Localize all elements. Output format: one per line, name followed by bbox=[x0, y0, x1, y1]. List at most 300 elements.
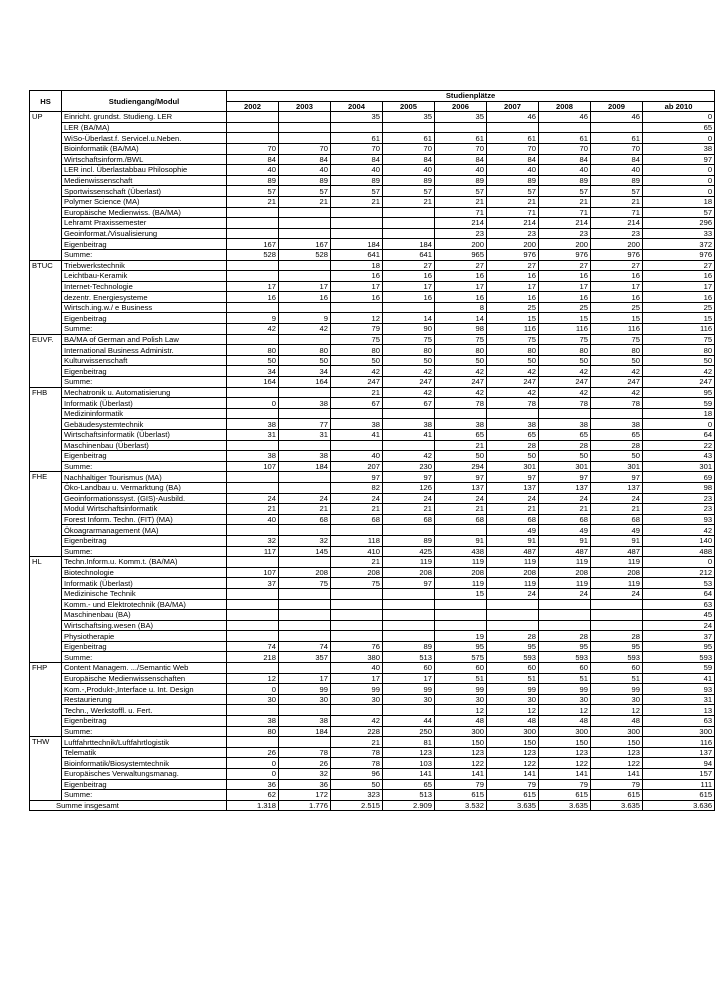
value-cell: 16 bbox=[435, 292, 487, 303]
value-cell: 28 bbox=[487, 631, 539, 642]
value-cell bbox=[279, 631, 331, 642]
value-cell bbox=[227, 610, 279, 621]
value-cell: 81 bbox=[383, 737, 435, 748]
value-cell: 75 bbox=[331, 578, 383, 589]
value-cell bbox=[279, 620, 331, 631]
table-row bbox=[30, 705, 715, 716]
table-row bbox=[30, 122, 715, 133]
value-cell: 65 bbox=[539, 430, 591, 441]
modul-label: Content Managem. .../Semantic Web bbox=[62, 663, 227, 674]
value-cell bbox=[279, 112, 331, 123]
value-cell bbox=[591, 620, 643, 631]
value-cell: 323 bbox=[331, 790, 383, 801]
value-cell bbox=[591, 599, 643, 610]
header-year: 2005 bbox=[383, 101, 435, 112]
value-cell: 122 bbox=[487, 758, 539, 769]
value-cell: 37 bbox=[227, 578, 279, 589]
table-row bbox=[30, 578, 715, 589]
value-cell: 40 bbox=[331, 663, 383, 674]
value-cell: 69 bbox=[643, 472, 715, 483]
value-cell: 0 bbox=[643, 175, 715, 186]
value-cell: 62 bbox=[227, 790, 279, 801]
value-cell: 79 bbox=[435, 779, 487, 790]
value-cell: 71 bbox=[487, 207, 539, 218]
value-cell: 27 bbox=[643, 260, 715, 271]
value-cell: 46 bbox=[591, 112, 643, 123]
value-cell: 50 bbox=[227, 355, 279, 366]
hs-cell bbox=[30, 546, 62, 557]
value-cell: 68 bbox=[539, 514, 591, 525]
value-cell: 23 bbox=[539, 228, 591, 239]
table-row bbox=[30, 430, 715, 441]
value-cell: 118 bbox=[331, 535, 383, 546]
hs-cell bbox=[30, 726, 62, 737]
value-cell: 9 bbox=[227, 313, 279, 324]
value-cell: 17 bbox=[279, 281, 331, 292]
hs-cell bbox=[30, 535, 62, 546]
hs-cell bbox=[30, 461, 62, 472]
value-cell: 61 bbox=[539, 133, 591, 144]
value-cell: 300 bbox=[591, 726, 643, 737]
value-cell: 615 bbox=[539, 790, 591, 801]
table-row bbox=[30, 716, 715, 727]
value-cell: 17 bbox=[383, 673, 435, 684]
value-cell bbox=[331, 588, 383, 599]
value-cell: 21 bbox=[435, 440, 487, 451]
value-cell: 26 bbox=[227, 747, 279, 758]
hs-cell bbox=[30, 493, 62, 504]
modul-label: Wirtschaftsinformatik (Überlast) bbox=[62, 430, 227, 441]
value-cell: 21 bbox=[591, 504, 643, 515]
table-row bbox=[30, 440, 715, 451]
value-cell bbox=[383, 207, 435, 218]
value-cell: 16 bbox=[383, 271, 435, 282]
value-cell bbox=[227, 334, 279, 345]
value-cell: 200 bbox=[539, 239, 591, 250]
table-row bbox=[30, 567, 715, 578]
value-cell: 116 bbox=[591, 324, 643, 335]
value-cell: 157 bbox=[643, 769, 715, 780]
value-cell: 78 bbox=[279, 747, 331, 758]
value-cell: 116 bbox=[643, 737, 715, 748]
table-row bbox=[30, 419, 715, 430]
value-cell: 24 bbox=[227, 493, 279, 504]
value-cell: 95 bbox=[643, 387, 715, 398]
value-cell: 28 bbox=[591, 631, 643, 642]
modul-label: BA/MA of German and Polish Law bbox=[62, 334, 227, 345]
value-cell: 21 bbox=[435, 196, 487, 207]
value-cell: 68 bbox=[435, 514, 487, 525]
total-value-cell: 1.318 bbox=[227, 800, 279, 811]
value-cell: 593 bbox=[539, 652, 591, 663]
value-cell: 21 bbox=[331, 196, 383, 207]
value-cell bbox=[279, 557, 331, 568]
modul-label: Summe: bbox=[62, 790, 227, 801]
table-row bbox=[30, 631, 715, 642]
value-cell: 80 bbox=[227, 345, 279, 356]
value-cell: 247 bbox=[331, 377, 383, 388]
hs-cell: THW bbox=[30, 737, 62, 748]
modul-label: Telematik bbox=[62, 747, 227, 758]
value-cell: 50 bbox=[643, 355, 715, 366]
value-cell bbox=[279, 334, 331, 345]
value-cell: 12 bbox=[539, 705, 591, 716]
value-cell: 38 bbox=[591, 419, 643, 430]
table-row bbox=[30, 588, 715, 599]
value-cell: 45 bbox=[643, 610, 715, 621]
table-row bbox=[30, 228, 715, 239]
value-cell: 82 bbox=[331, 482, 383, 493]
value-cell: 79 bbox=[331, 324, 383, 335]
value-cell: 615 bbox=[643, 790, 715, 801]
modul-label: Nachhaltiger Tourismus (MA) bbox=[62, 472, 227, 483]
modul-label: Triebwerkstechnik bbox=[62, 260, 227, 271]
value-cell bbox=[227, 228, 279, 239]
value-cell: 38 bbox=[227, 419, 279, 430]
value-cell bbox=[279, 228, 331, 239]
modul-label: Summe: bbox=[62, 249, 227, 260]
value-cell: 35 bbox=[435, 112, 487, 123]
value-cell bbox=[227, 122, 279, 133]
table-row bbox=[30, 769, 715, 780]
value-cell: 207 bbox=[331, 461, 383, 472]
value-cell: 71 bbox=[435, 207, 487, 218]
value-cell: 42 bbox=[643, 366, 715, 377]
value-cell: 28 bbox=[487, 440, 539, 451]
value-cell: 95 bbox=[487, 641, 539, 652]
table-row bbox=[30, 196, 715, 207]
modul-label: Eigenbeitrag bbox=[62, 366, 227, 377]
value-cell: 68 bbox=[331, 514, 383, 525]
value-cell: 42 bbox=[591, 366, 643, 377]
hs-cell bbox=[30, 747, 62, 758]
value-cell: 68 bbox=[279, 514, 331, 525]
hs-cell bbox=[30, 154, 62, 165]
table-row bbox=[30, 758, 715, 769]
value-cell: 184 bbox=[383, 239, 435, 250]
value-cell: 16 bbox=[331, 292, 383, 303]
value-cell: 167 bbox=[279, 239, 331, 250]
value-cell bbox=[383, 599, 435, 610]
value-cell: 372 bbox=[643, 239, 715, 250]
table-row bbox=[30, 239, 715, 250]
value-cell: 247 bbox=[383, 377, 435, 388]
value-cell: 78 bbox=[487, 398, 539, 409]
value-cell: 21 bbox=[487, 196, 539, 207]
modul-label: Mechatronik u. Automatisierung bbox=[62, 387, 227, 398]
value-cell: 107 bbox=[227, 461, 279, 472]
value-cell: 84 bbox=[435, 154, 487, 165]
value-cell: 17 bbox=[331, 673, 383, 684]
value-cell bbox=[331, 228, 383, 239]
value-cell: 48 bbox=[539, 716, 591, 727]
hs-cell bbox=[30, 324, 62, 335]
value-cell: 23 bbox=[643, 504, 715, 515]
modul-label: Summe: bbox=[62, 652, 227, 663]
table-row bbox=[30, 143, 715, 154]
value-cell: 30 bbox=[539, 694, 591, 705]
value-cell: 17 bbox=[227, 281, 279, 292]
value-cell: 208 bbox=[591, 567, 643, 578]
value-cell bbox=[279, 525, 331, 536]
value-cell: 42 bbox=[331, 716, 383, 727]
value-cell: 119 bbox=[539, 578, 591, 589]
value-cell bbox=[331, 620, 383, 631]
value-cell: 40 bbox=[591, 165, 643, 176]
value-cell: 301 bbox=[591, 461, 643, 472]
modul-label: Öko-Landbau u. Vermarktung (BA) bbox=[62, 482, 227, 493]
value-cell: 16 bbox=[487, 271, 539, 282]
table-row bbox=[30, 345, 715, 356]
value-cell: 79 bbox=[487, 779, 539, 790]
hs-cell bbox=[30, 430, 62, 441]
value-cell: 41 bbox=[331, 430, 383, 441]
value-cell bbox=[227, 525, 279, 536]
value-cell bbox=[331, 122, 383, 133]
hs-cell bbox=[30, 705, 62, 716]
hs-cell bbox=[30, 281, 62, 292]
value-cell: 50 bbox=[539, 355, 591, 366]
value-cell: 42 bbox=[435, 366, 487, 377]
modul-label: LER (BA/MA) bbox=[62, 122, 227, 133]
value-cell: 380 bbox=[331, 652, 383, 663]
value-cell: 50 bbox=[539, 451, 591, 462]
sum-row bbox=[30, 324, 715, 335]
value-cell bbox=[227, 557, 279, 568]
value-cell: 99 bbox=[331, 684, 383, 695]
value-cell bbox=[383, 588, 435, 599]
header-year: 2002 bbox=[227, 101, 279, 112]
modul-label: Techn.Inform.u. Komm.t. (BA/MA) bbox=[62, 557, 227, 568]
value-cell: 21 bbox=[331, 504, 383, 515]
value-cell: 67 bbox=[383, 398, 435, 409]
value-cell: 357 bbox=[279, 652, 331, 663]
value-cell: 80 bbox=[383, 345, 435, 356]
value-cell: 97 bbox=[643, 154, 715, 165]
total-value-cell: 3.636 bbox=[643, 800, 715, 811]
value-cell: 89 bbox=[539, 175, 591, 186]
value-cell: 30 bbox=[435, 694, 487, 705]
hs-cell bbox=[30, 239, 62, 250]
value-cell: 301 bbox=[643, 461, 715, 472]
hs-cell bbox=[30, 398, 62, 409]
modul-label: Europäische Medienwissenschaften bbox=[62, 673, 227, 684]
value-cell bbox=[487, 610, 539, 621]
table-row bbox=[30, 673, 715, 684]
total-row bbox=[30, 800, 715, 811]
value-cell: 64 bbox=[643, 430, 715, 441]
value-cell: 80 bbox=[279, 345, 331, 356]
value-cell: 75 bbox=[435, 334, 487, 345]
value-cell bbox=[331, 610, 383, 621]
value-cell: 42 bbox=[331, 366, 383, 377]
value-cell: 35 bbox=[383, 112, 435, 123]
value-cell: 48 bbox=[487, 716, 539, 727]
value-cell: 593 bbox=[643, 652, 715, 663]
value-cell: 200 bbox=[435, 239, 487, 250]
value-cell: 57 bbox=[435, 186, 487, 197]
value-cell: 575 bbox=[435, 652, 487, 663]
value-cell: 76 bbox=[331, 641, 383, 652]
hs-cell bbox=[30, 620, 62, 631]
value-cell: 119 bbox=[539, 557, 591, 568]
hs-cell bbox=[30, 366, 62, 377]
value-cell: 32 bbox=[279, 535, 331, 546]
value-cell: 97 bbox=[591, 472, 643, 483]
modul-label: Maschinenbau (Überlast) bbox=[62, 440, 227, 451]
value-cell bbox=[331, 440, 383, 451]
value-cell: 25 bbox=[539, 302, 591, 313]
value-cell bbox=[227, 588, 279, 599]
total-value-cell: 1.776 bbox=[279, 800, 331, 811]
value-cell bbox=[227, 705, 279, 716]
value-cell: 50 bbox=[331, 779, 383, 790]
value-cell: 78 bbox=[435, 398, 487, 409]
value-cell: 15 bbox=[591, 313, 643, 324]
value-cell: 23 bbox=[487, 228, 539, 239]
table-row bbox=[30, 493, 715, 504]
value-cell: 42 bbox=[591, 387, 643, 398]
value-cell: 27 bbox=[539, 260, 591, 271]
value-cell: 21 bbox=[279, 196, 331, 207]
value-cell: 294 bbox=[435, 461, 487, 472]
value-cell: 615 bbox=[435, 790, 487, 801]
value-cell: 78 bbox=[331, 758, 383, 769]
value-cell bbox=[227, 207, 279, 218]
total-label: Summe insgesamt bbox=[30, 800, 227, 811]
value-cell: 89 bbox=[591, 175, 643, 186]
value-cell: 70 bbox=[279, 143, 331, 154]
table-row bbox=[30, 292, 715, 303]
value-cell: 61 bbox=[487, 133, 539, 144]
value-cell: 208 bbox=[279, 567, 331, 578]
value-cell: 60 bbox=[539, 663, 591, 674]
value-cell: 15 bbox=[539, 313, 591, 324]
value-cell bbox=[279, 218, 331, 229]
table-row bbox=[30, 599, 715, 610]
value-cell: 16 bbox=[487, 292, 539, 303]
value-cell bbox=[383, 620, 435, 631]
modul-label: Bioinformatik/Biosystemtechnik bbox=[62, 758, 227, 769]
value-cell bbox=[487, 620, 539, 631]
value-cell: 18 bbox=[643, 408, 715, 419]
table-row bbox=[30, 366, 715, 377]
hs-cell bbox=[30, 175, 62, 186]
value-cell: 91 bbox=[539, 535, 591, 546]
value-cell: 976 bbox=[539, 249, 591, 260]
hs-cell bbox=[30, 578, 62, 589]
value-cell: 32 bbox=[279, 769, 331, 780]
value-cell: 63 bbox=[643, 599, 715, 610]
value-cell: 97 bbox=[331, 472, 383, 483]
value-cell bbox=[279, 599, 331, 610]
table-row bbox=[30, 175, 715, 186]
value-cell: 89 bbox=[227, 175, 279, 186]
value-cell: 34 bbox=[227, 366, 279, 377]
value-cell: 65 bbox=[487, 430, 539, 441]
value-cell: 50 bbox=[591, 451, 643, 462]
value-cell: 30 bbox=[487, 694, 539, 705]
value-cell: 208 bbox=[331, 567, 383, 578]
header-year: ab 2010 bbox=[643, 101, 715, 112]
value-cell: 126 bbox=[383, 482, 435, 493]
table-row bbox=[30, 165, 715, 176]
value-cell: 43 bbox=[643, 451, 715, 462]
value-cell: 15 bbox=[487, 313, 539, 324]
value-cell: 119 bbox=[591, 557, 643, 568]
value-cell: 40 bbox=[331, 451, 383, 462]
value-cell: 19 bbox=[435, 631, 487, 642]
value-cell: 78 bbox=[591, 398, 643, 409]
modul-label: Polymer Science (MA) bbox=[62, 196, 227, 207]
value-cell bbox=[227, 599, 279, 610]
value-cell: 208 bbox=[487, 567, 539, 578]
value-cell: 70 bbox=[435, 143, 487, 154]
value-cell: 97 bbox=[383, 472, 435, 483]
value-cell: 164 bbox=[279, 377, 331, 388]
value-cell: 38 bbox=[279, 716, 331, 727]
table-row bbox=[30, 557, 715, 568]
value-cell: 61 bbox=[591, 133, 643, 144]
value-cell: 593 bbox=[487, 652, 539, 663]
value-cell bbox=[279, 705, 331, 716]
table-row bbox=[30, 482, 715, 493]
value-cell: 51 bbox=[487, 673, 539, 684]
value-cell: 61 bbox=[435, 133, 487, 144]
hs-cell: BTUC bbox=[30, 260, 62, 271]
value-cell: 93 bbox=[643, 514, 715, 525]
hs-cell bbox=[30, 588, 62, 599]
value-cell: 80 bbox=[539, 345, 591, 356]
value-cell: 50 bbox=[383, 355, 435, 366]
value-cell: 119 bbox=[435, 557, 487, 568]
hs-cell bbox=[30, 451, 62, 462]
modul-label: Informatik (Überlast) bbox=[62, 578, 227, 589]
value-cell: 70 bbox=[487, 143, 539, 154]
value-cell: 89 bbox=[487, 175, 539, 186]
hs-cell bbox=[30, 196, 62, 207]
value-cell: 247 bbox=[539, 377, 591, 388]
value-cell: 24 bbox=[435, 493, 487, 504]
value-cell bbox=[539, 610, 591, 621]
modul-label: dezentr. Energiesysteme bbox=[62, 292, 227, 303]
value-cell: 513 bbox=[383, 790, 435, 801]
value-cell: 21 bbox=[331, 387, 383, 398]
value-cell: 976 bbox=[643, 249, 715, 260]
value-cell: 65 bbox=[591, 430, 643, 441]
sum-row bbox=[30, 377, 715, 388]
value-cell: 91 bbox=[591, 535, 643, 546]
modul-label: Internet-Technologie bbox=[62, 281, 227, 292]
modul-label: Komm.- und Elektrotechnik (BA/MA) bbox=[62, 599, 227, 610]
value-cell: 75 bbox=[279, 578, 331, 589]
hs-cell bbox=[30, 345, 62, 356]
table-row bbox=[30, 207, 715, 218]
value-cell: 16 bbox=[591, 271, 643, 282]
value-cell: 80 bbox=[591, 345, 643, 356]
value-cell: 68 bbox=[383, 514, 435, 525]
hs-cell bbox=[30, 779, 62, 790]
value-cell bbox=[539, 408, 591, 419]
value-cell: 89 bbox=[435, 175, 487, 186]
value-cell: 27 bbox=[435, 260, 487, 271]
value-cell: 42 bbox=[383, 387, 435, 398]
value-cell: 17 bbox=[591, 281, 643, 292]
value-cell: 122 bbox=[435, 758, 487, 769]
value-cell: 17 bbox=[331, 281, 383, 292]
value-cell: 51 bbox=[435, 673, 487, 684]
value-cell: 16 bbox=[539, 271, 591, 282]
